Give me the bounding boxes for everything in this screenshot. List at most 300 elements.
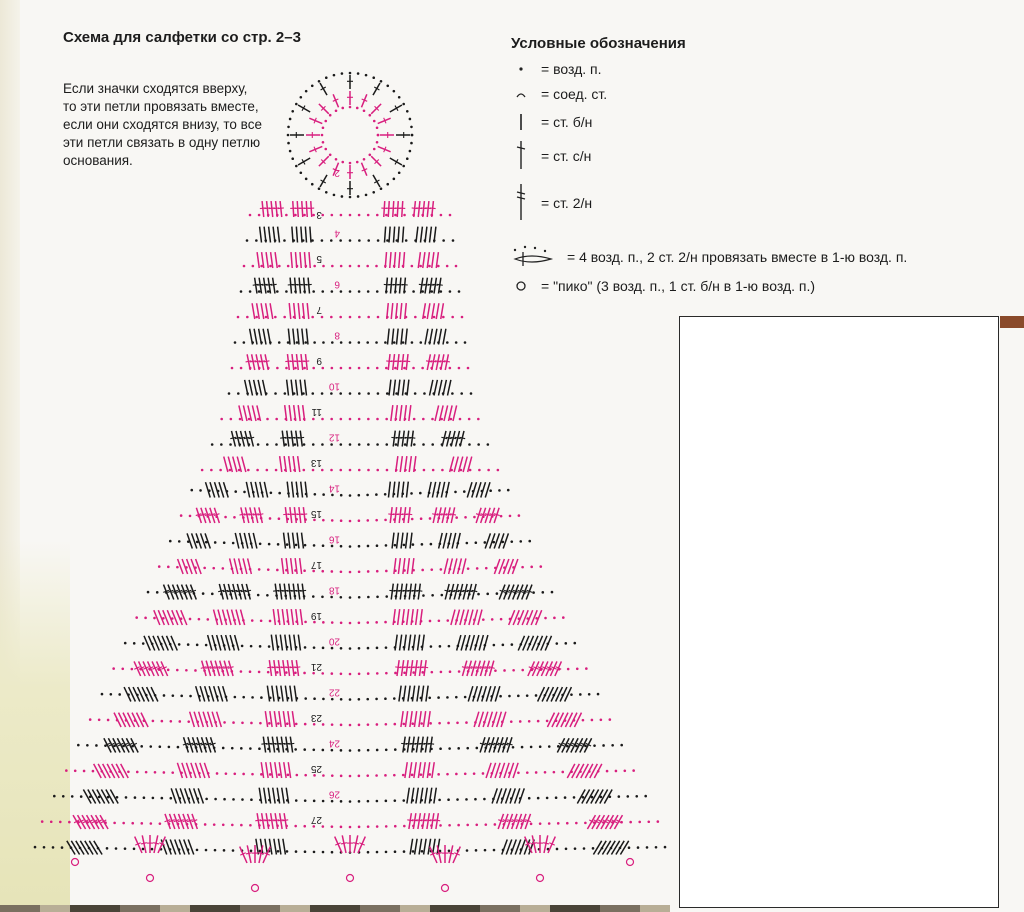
chain-dot	[321, 134, 324, 137]
chain-dot	[340, 775, 343, 778]
chain-dot	[367, 723, 370, 726]
chain-dot	[303, 825, 306, 828]
stitch-mark	[261, 762, 263, 778]
chain-dot	[284, 392, 287, 395]
chain-dot	[214, 849, 217, 852]
stitch-mark	[407, 380, 409, 396]
chain-dot	[539, 565, 542, 568]
stitch-mark	[247, 845, 251, 863]
stitch-mark	[278, 227, 280, 243]
stitch-mark	[389, 227, 390, 243]
chain-dot	[205, 798, 208, 801]
chain-dot	[311, 392, 314, 395]
chain-dot	[296, 341, 299, 344]
stitch-mark	[411, 609, 413, 625]
chain-dot	[341, 72, 344, 75]
chain-dot	[384, 341, 387, 344]
stitch-mark	[404, 507, 406, 523]
stitch-mark	[402, 482, 404, 498]
stitch-mark	[274, 660, 276, 676]
stitch-mark	[449, 558, 453, 574]
chain-dot	[455, 265, 458, 268]
chain-dot	[512, 746, 515, 749]
stitch-mark	[415, 839, 418, 855]
chain-dot	[241, 645, 244, 648]
stitch-mark	[416, 737, 418, 753]
chain-dot	[294, 443, 297, 446]
picot-mark	[347, 875, 354, 882]
chain-dot	[258, 568, 261, 571]
stitch-mark	[282, 558, 284, 574]
chain-dot	[202, 592, 205, 595]
stitch-mark	[290, 278, 291, 294]
row-number-label: 10	[328, 380, 340, 392]
chain-dot	[464, 773, 467, 776]
stitch-mark	[397, 201, 398, 217]
chain-dot	[466, 849, 469, 852]
chain-dot	[530, 746, 533, 749]
chain-dot	[468, 443, 471, 446]
chain-dot	[205, 644, 208, 647]
stitch-mark	[449, 845, 453, 863]
chain-dot	[285, 290, 288, 293]
chain-dot	[234, 341, 237, 344]
chain-dot	[544, 771, 547, 774]
stitch-mark	[342, 835, 346, 853]
stitch-mark	[230, 635, 234, 650]
chain-dot	[455, 516, 458, 519]
stitch-mark	[252, 405, 256, 421]
chain-dot	[170, 720, 173, 723]
chain-dot	[277, 722, 280, 725]
chain-dot	[455, 773, 458, 776]
stitch-mark	[391, 278, 392, 294]
chain-dot	[377, 392, 380, 395]
chain-dot	[275, 418, 278, 421]
legend-text: = 4 возд. п., 2 ст. 2/н провязать вместе в 1-ю возд. п.	[567, 249, 908, 265]
stitch-mark	[423, 711, 425, 727]
stitch-mark	[264, 482, 267, 498]
chain-dot	[447, 722, 450, 725]
stitch-mark	[435, 405, 439, 421]
chain-dot	[375, 493, 378, 496]
chain-dot	[203, 567, 206, 570]
chain-dot	[376, 851, 379, 854]
chain-dot	[528, 797, 531, 800]
chain-dot	[287, 142, 290, 145]
row-number-label: 13	[310, 457, 322, 468]
chain-dot	[331, 851, 334, 854]
chain-dot	[626, 795, 629, 798]
chain-dot	[339, 469, 342, 472]
stitch-mark	[425, 737, 427, 753]
chain-dot	[412, 543, 415, 546]
chain-dot	[349, 826, 352, 829]
chain-dot	[367, 647, 370, 650]
stitch-mark	[267, 201, 269, 217]
chain-dot	[376, 570, 379, 573]
stitch-mark	[302, 329, 304, 345]
legend-text: = возд. п.	[541, 61, 602, 77]
stitch-mark	[298, 584, 300, 600]
stitch-mark	[427, 201, 429, 217]
stitch-mark	[424, 839, 427, 855]
chain-dot	[240, 367, 243, 370]
chain-dot	[358, 724, 361, 727]
chain-dot	[564, 642, 567, 645]
chain-dot	[385, 672, 388, 675]
chain-dot	[421, 543, 424, 546]
chain-dot	[106, 847, 109, 850]
chain-dot	[358, 775, 361, 778]
chain-dot	[591, 719, 594, 722]
chain-dot	[411, 341, 414, 344]
stitch-mark	[404, 635, 406, 651]
chain-dot	[414, 392, 417, 395]
stitch-mark	[453, 405, 457, 421]
chain-dot	[414, 316, 417, 319]
chain-dot	[437, 773, 440, 776]
stitch-mark	[234, 558, 238, 574]
stitch-mark	[300, 431, 302, 447]
stitch-mark	[417, 686, 419, 702]
chain-dot	[349, 214, 352, 217]
stitch-mark	[296, 660, 298, 676]
chain-dot	[385, 723, 388, 726]
chain-dot	[295, 799, 298, 802]
chain-dot	[171, 771, 174, 774]
chain-dot	[260, 265, 263, 268]
chain-dot	[331, 621, 334, 624]
stitch-mark	[281, 737, 283, 753]
chain-dot	[358, 570, 361, 573]
chain-dot	[140, 745, 143, 748]
chain-dot	[176, 566, 179, 569]
chain-dot	[420, 722, 423, 725]
stitch-mark	[258, 380, 261, 396]
chain-dot	[189, 695, 192, 698]
chain-dot	[509, 515, 512, 518]
chain-dot	[518, 514, 521, 517]
stitch-mark	[436, 354, 439, 370]
stitch-mark	[294, 635, 296, 651]
chain-dot	[194, 669, 197, 672]
chain-dot	[185, 669, 188, 672]
stitch-mark	[200, 686, 205, 701]
chain-dot	[428, 265, 431, 268]
chain-dot	[565, 847, 568, 850]
stitch-mark	[501, 788, 506, 803]
chain-dot	[331, 825, 334, 828]
chain-dot	[446, 341, 449, 344]
chain-dot	[304, 697, 307, 700]
chain-dot	[158, 565, 161, 568]
chain-dot	[363, 109, 366, 112]
chain-dot	[330, 418, 333, 421]
stitch-bar	[531, 843, 537, 844]
chain-dot	[420, 517, 423, 520]
stitch-mark	[262, 813, 264, 829]
chain-dot	[287, 126, 290, 129]
stitch-mark	[224, 457, 228, 472]
chain-dot	[562, 616, 565, 619]
chain-dot	[566, 822, 569, 825]
stitch-mark	[354, 835, 358, 853]
stitch-mark	[491, 686, 496, 701]
stitch-mark	[221, 635, 225, 650]
chain-dot	[211, 593, 214, 596]
stitch-mark	[423, 252, 425, 268]
stitch-mark	[485, 533, 490, 548]
chain-dot	[398, 96, 401, 99]
chain-dot	[517, 771, 520, 774]
stitch-mark	[182, 763, 187, 778]
stitch-mark	[298, 635, 300, 651]
stitch-mark	[263, 329, 266, 345]
chain-dot	[470, 392, 473, 395]
stitch-mark	[453, 558, 457, 574]
legend-text: = соед. ст.	[541, 86, 608, 102]
chain-dot	[385, 646, 388, 649]
chain-dot	[233, 516, 236, 519]
chain-dot	[269, 265, 272, 268]
stitch-mark	[203, 712, 208, 727]
chain-dot	[394, 825, 397, 828]
stitch-mark	[410, 533, 412, 549]
stitch-mark	[396, 584, 398, 600]
chain-dot	[511, 643, 514, 646]
chain-dot	[402, 723, 405, 726]
chain-dot	[187, 643, 190, 646]
stitch-mark	[195, 763, 200, 778]
chain-dot	[124, 847, 127, 850]
chain-dot	[484, 849, 487, 852]
chain-dot	[463, 490, 466, 493]
chain-dot	[421, 569, 424, 572]
chain-dot	[257, 443, 260, 446]
row-number-label: 14	[328, 482, 340, 494]
stitch-mark	[407, 558, 409, 574]
stitch-mark	[439, 380, 442, 396]
chain-dot	[268, 722, 271, 725]
chain-dot	[267, 290, 270, 293]
chain-dot	[269, 773, 272, 776]
chain-dot	[143, 796, 146, 799]
stitch-mark	[406, 354, 408, 370]
chain-dot	[526, 694, 529, 697]
chain-dot	[365, 194, 368, 197]
chain-dot	[246, 239, 249, 242]
stitch-mark	[397, 354, 399, 370]
chain-dot	[455, 696, 458, 699]
chain-dot	[333, 74, 336, 77]
stitch-mark	[398, 227, 399, 243]
chain-dot	[372, 191, 375, 194]
stitch-mark	[236, 610, 240, 625]
stitch-mark	[434, 380, 437, 396]
chain-dot	[557, 822, 560, 825]
chain-dot	[541, 591, 544, 594]
stitch-mark	[393, 201, 394, 217]
chain-dot	[482, 618, 485, 621]
stitch-mark	[409, 635, 411, 651]
stitch-mark	[176, 788, 181, 803]
chain-dot	[34, 846, 37, 849]
stitch-mark	[457, 533, 461, 549]
stitch-mark	[289, 584, 291, 600]
row-number-label: 27	[310, 814, 322, 825]
chain-dot	[322, 647, 325, 650]
stitch-mark	[509, 763, 514, 778]
chain-dot	[356, 107, 359, 110]
chain-dot	[376, 647, 379, 650]
chain-dot	[380, 187, 383, 190]
chain-dot	[367, 825, 370, 828]
chain-dot	[283, 239, 286, 242]
stitch-mark	[444, 405, 448, 421]
chain-dot	[375, 698, 378, 701]
chain-dot	[548, 745, 551, 748]
stitch-mark	[254, 380, 257, 396]
stitch-mark	[311, 201, 312, 217]
chain-dot	[403, 214, 406, 217]
chain-dot	[376, 418, 379, 421]
chain-dot	[172, 694, 175, 697]
chain-dot	[61, 846, 64, 849]
stitch-mark	[252, 354, 255, 370]
stitch-mark	[253, 533, 257, 549]
stitch-mark	[280, 635, 282, 651]
chain-dot	[231, 367, 234, 370]
chain-dot	[385, 748, 388, 751]
chain-dot	[393, 723, 396, 726]
chain-dot	[367, 418, 370, 421]
stitch-mark	[390, 507, 392, 523]
stitch-mark	[403, 686, 405, 702]
stitch-mark	[443, 329, 446, 345]
chain-dot	[278, 773, 281, 776]
chain-dot	[258, 214, 261, 217]
stitch-bar	[416, 590, 422, 591]
row-number-label: 18	[328, 584, 340, 596]
chain-dot	[507, 489, 510, 492]
chain-dot	[384, 493, 387, 496]
chain-dot	[365, 74, 368, 77]
stitch-mark	[424, 660, 426, 676]
chain-dot	[287, 265, 290, 268]
stitch-bar	[303, 361, 309, 362]
stitch-mark	[434, 227, 436, 243]
stitch-mark	[398, 609, 400, 625]
stitch-mark	[443, 533, 447, 549]
chain-dot	[521, 566, 524, 569]
chain-dot	[478, 469, 481, 472]
chain-dot	[341, 161, 344, 164]
stitch-bar	[404, 361, 410, 362]
chain-dot	[159, 822, 162, 825]
stitch-mark	[415, 660, 417, 676]
chain-dot	[349, 443, 352, 446]
stitch-mark	[271, 813, 273, 829]
stitch-mark	[467, 482, 472, 497]
chain-dot	[95, 744, 98, 747]
stitch-mark	[243, 405, 247, 421]
stitch-mark	[299, 507, 301, 523]
stitch-mark	[310, 227, 311, 243]
stitch-mark	[421, 227, 423, 243]
chain-dot	[311, 183, 314, 186]
chain-dot	[312, 367, 315, 370]
stitch-mark	[302, 201, 303, 217]
page-right-edge	[1000, 316, 1024, 328]
chain-dot	[402, 799, 405, 802]
chain-dot	[385, 570, 388, 573]
chain-dot	[333, 194, 336, 197]
chain-dot	[52, 846, 55, 849]
chain-dot	[329, 114, 332, 117]
chain-dot	[178, 720, 181, 723]
chain-dot	[629, 821, 632, 824]
chain-dot	[477, 593, 480, 596]
stitch-mark	[273, 609, 275, 625]
chain-dot	[366, 265, 369, 268]
chain-dot	[405, 239, 408, 242]
chain-dot	[349, 106, 352, 109]
stitch-mark	[300, 252, 301, 268]
stitch-mark	[282, 788, 284, 804]
stitch-mark	[305, 380, 307, 396]
chain-dot	[377, 239, 380, 242]
chain-dot	[303, 569, 306, 572]
stitch-mark	[416, 788, 418, 804]
stitch-mark	[208, 712, 213, 727]
chain-dot	[318, 187, 321, 190]
stitch-mark	[76, 841, 84, 855]
chain-dot	[448, 747, 451, 750]
stitch-mark	[418, 635, 420, 651]
stitch-mark	[185, 788, 190, 803]
stitch-mark	[273, 788, 275, 804]
stitch-mark	[436, 303, 439, 319]
chain-dot	[213, 823, 216, 826]
chain-dot	[321, 469, 324, 472]
chain-dot	[250, 722, 253, 725]
chain-dot	[206, 618, 209, 621]
chain-dot	[482, 772, 485, 775]
chain-dot	[237, 316, 240, 319]
chain-dot	[357, 72, 360, 75]
chain-dot	[446, 773, 449, 776]
chain-dot	[41, 820, 44, 823]
chain-dot	[386, 183, 389, 186]
stitch-mark	[598, 841, 606, 855]
chain-dot	[476, 567, 479, 570]
stitch-mark	[425, 278, 427, 294]
chain-dot	[384, 774, 387, 777]
chain-dot	[442, 316, 445, 319]
stitch-mark	[473, 686, 478, 701]
chain-dot	[458, 367, 461, 370]
chain-dot	[430, 543, 433, 546]
chain-dot	[367, 545, 370, 548]
chain-dot	[98, 718, 101, 721]
stitch-mark	[240, 533, 244, 549]
chain-dot	[115, 847, 118, 850]
chain-dot	[89, 718, 92, 721]
stitch-mark	[593, 841, 601, 855]
stitch-mark	[470, 635, 474, 650]
chain-dot	[275, 469, 278, 472]
